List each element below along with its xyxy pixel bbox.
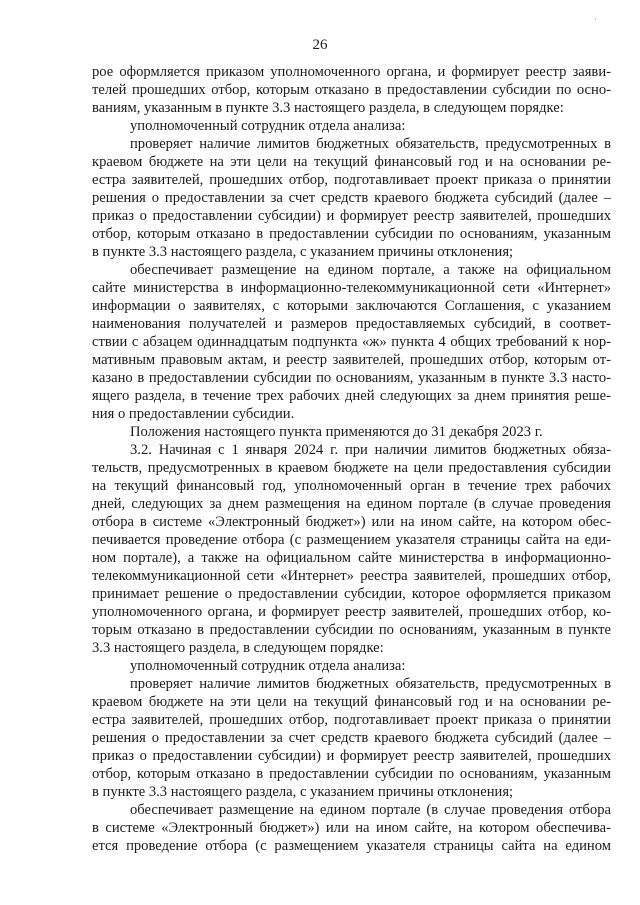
text-line: рое оформляется приказом уполномоченного органа, и формирует реестр заяви- [92,64,611,80]
text-line: ваниям, указанным в пункте 3.3 настоящего раздела, в следующем порядке: [92,100,564,116]
text-line: отбор, которым отказано в предоставлении субсидии по основаниям, указанным [92,226,611,242]
text-line: ется проведение отбора (с размещением указателя страницы сайта на едином [92,838,611,854]
text-line: наименования получателей и размеров предоставляемых субсидий, в соответ- [92,316,611,332]
text-line: краевом бюджете на эти цели на текущий финансовый год и на основании ре- [92,154,611,170]
text-line: информации о заявителях, с которыми заключаются Соглашения, с указанием [92,298,611,314]
text-line: на текущий финансовый год, уполномоченный орган в течение трех рабочих [92,478,611,494]
text-line: уполномоченный сотрудник отдела анализа: [130,658,406,674]
text-line: отбор, которым отказано в предоставлении субсидии по основаниям, указанным [92,766,611,782]
text-line: ствии с абзацем одиннадцатым подпункта «ж» пункта 4 общих требований к нор- [92,334,611,350]
text-line: обеспечивает размещение на едином портале, а также на официальном [130,262,611,278]
text-line: ния о предоставлении субсидии. [92,406,295,422]
text-line: приказ о предоставлении субсидии) и формирует реестр заявителей, прошедших [92,208,611,224]
text-line: решения о предоставлении за счет средств краевого бюджета субсидий (далее – [92,190,611,206]
text-line: в системе «Электронный бюджет») или на ином сайте, на котором обеспечива- [92,820,611,836]
text-line: краевом бюджете на эти цели на текущий финансовый год и на основании ре- [92,694,611,710]
text-line: 3.3 настоящего раздела, в следующем порядке: [92,640,384,656]
text-line: дней, следующих за днем размещения на едином портале (в случае проведения [92,496,611,512]
text-line: ном портале), а также на официальном сайте министерства в информационно- [92,550,611,566]
text-line: 3.2. Начиная с 1 января 2024 г. при наличии лимитов бюджетных обяза- [130,442,611,458]
text-line: торым отказано в предоставлении субсидии по основаниям, указанным в пункте [92,622,611,638]
text-line: тельств, предусмотренных в краевом бюджете на цели предоставления субсидии [92,460,611,476]
text-line: ящего раздела, в течение трех рабочих дней следующих за днем принятия реше- [92,388,611,404]
text-line: телекоммуникационной сети «Интернет» реестра заявителей, прошедших отбор, [92,568,611,584]
text-line: приказ о предоставлении субсидии) и формирует реестр заявителей, прошедших [92,748,611,764]
text-line: печивается проведение отбора (с размещением указателя страницы сайта на еди- [92,532,611,548]
text-line: телей прошедших отбор, которым отказано в предоставлении субсидии по осно- [92,82,611,98]
text-line: решения о предоставлении за счет средств краевого бюджета субсидий (далее – [92,730,611,746]
page-number: 26 [312,37,328,53]
text-line: естра заявителей, прошедших отбор, подготавливает проект приказа о принятии [92,172,611,188]
text-line: проверяет наличие лимитов бюджетных обязательств, предусмотренных в [130,136,611,152]
text-line: естра заявителей, прошедших отбор, подготавливает проект приказа о принятии [92,712,611,728]
text-line: обеспечивает размещение на едином портале (в случае проведения отбора [130,802,611,818]
text-line: в пункте 3.3 настоящего раздела, с указанием причины отклонения; [92,244,514,260]
text-line: Положения настоящего пункта применяются до 31 декабря 2023 г. [130,424,543,440]
text-line: сайте министерства в информационно-телекоммуникационной сети «Интернет» [92,280,611,296]
text-line: уполномоченного органа, и формирует реестр заявителей, прошедших отбор, ко- [92,604,611,620]
scan-corner-mark: · [594,15,597,24]
text-line: уполномоченный сотрудник отдела анализа: [130,118,406,134]
text-line: отбора в системе «Электронный бюджет») или на ином сайте, на котором обес- [92,514,611,530]
text-line: принимает решение о предоставлении субсидии, которое оформляется приказом [92,586,611,602]
text-line: казано в предоставлении субсидии по основаниям, указанным в пункте 3.3 насто- [92,370,611,386]
text-line: проверяет наличие лимитов бюджетных обязательств, предусмотренных в [130,676,611,692]
text-line: в пункте 3.3 настоящего раздела, с указанием причины отклонения; [92,784,514,800]
text-line: мативным правовым актам, и реестр заявителей, прошедших отбор, которым от- [92,352,611,368]
